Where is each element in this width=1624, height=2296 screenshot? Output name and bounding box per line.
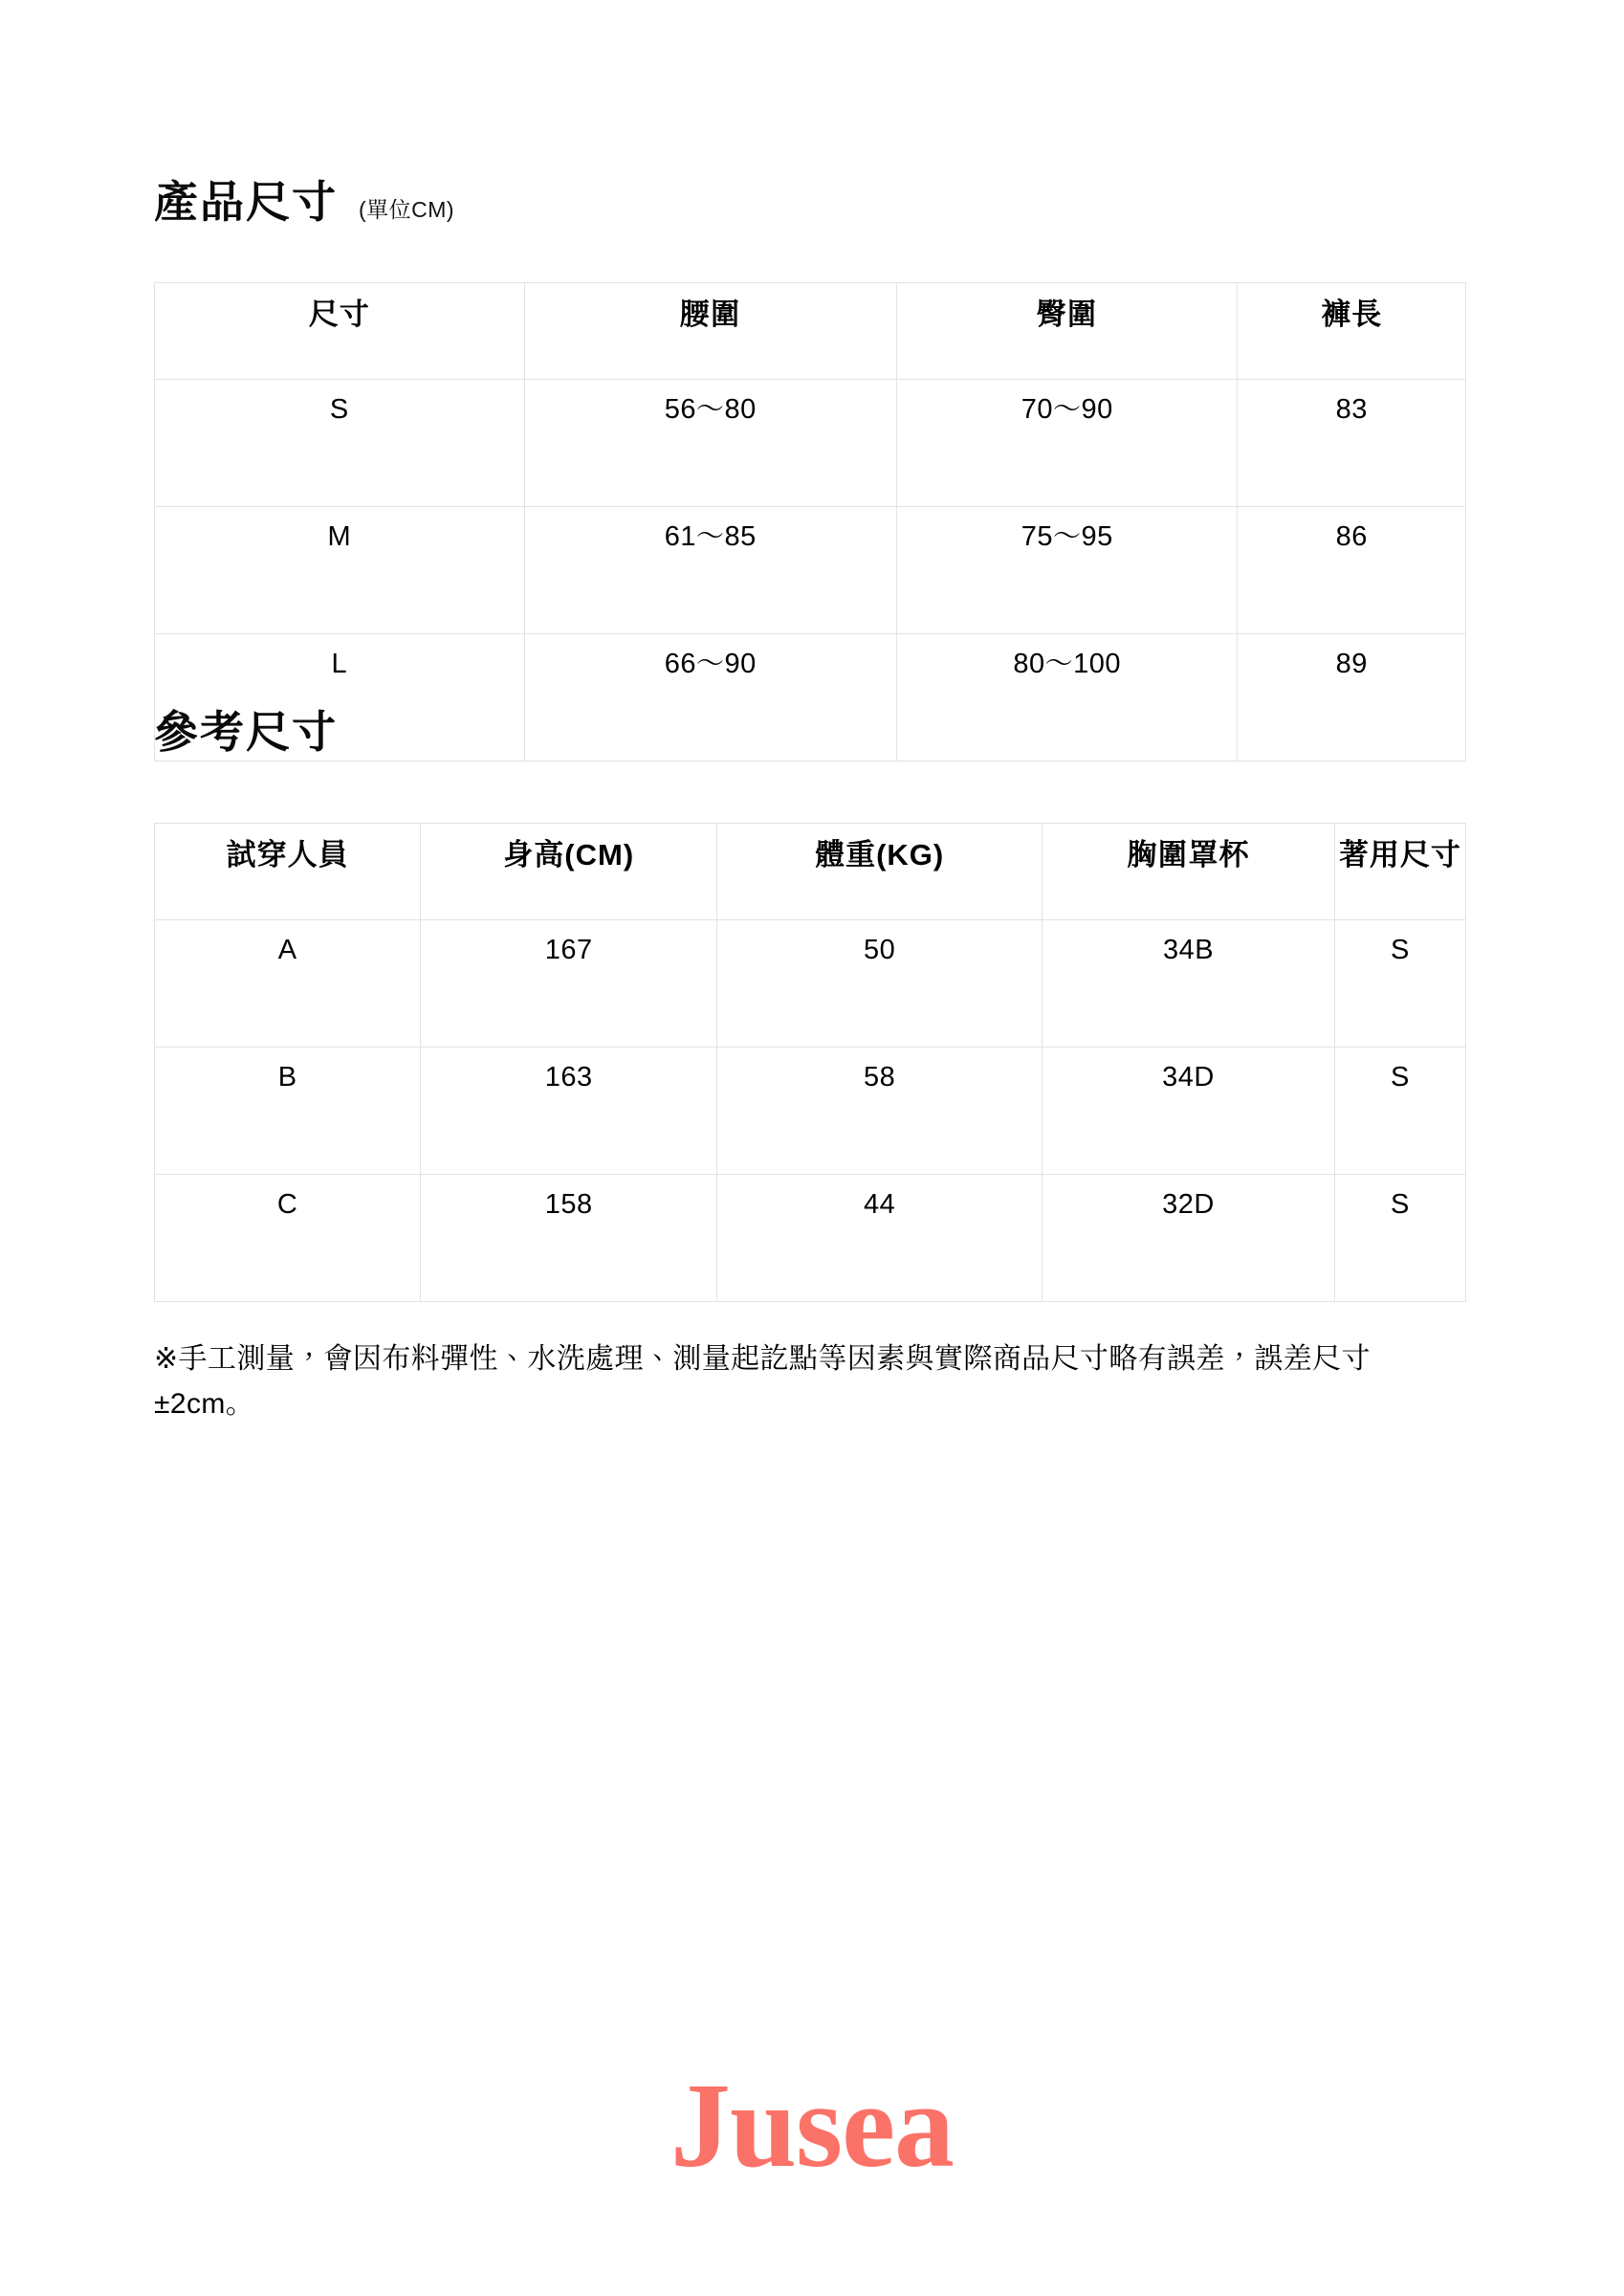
cell-height: 163 — [421, 1048, 717, 1175]
product-size-heading — [154, 177, 455, 227]
cell-waist: 66～90 — [524, 634, 896, 762]
product-size-title: 產品尺寸 — [154, 177, 338, 227]
column-header-height: 身高(CM) — [421, 824, 717, 920]
column-header-model: 試穿人員 — [155, 824, 421, 920]
brand-logo: Jusea — [669, 2060, 955, 2193]
cell-bust-cup: 34B — [1042, 920, 1335, 1048]
cell-bust-cup: 32D — [1042, 1175, 1335, 1302]
cell-hip: 75～95 — [896, 507, 1237, 634]
table-header-row — [155, 283, 1466, 380]
column-header-worn-size: 著用尺寸 — [1334, 824, 1465, 920]
column-header-size: 尺寸 — [155, 283, 525, 380]
cell-size: M — [155, 507, 525, 634]
cell-worn-size: S — [1334, 1175, 1465, 1302]
cell-hip: 80～100 — [896, 634, 1237, 762]
column-header-bust-cup: 胸圍罩杯 — [1042, 824, 1335, 920]
column-header-hip: 臀圍 — [896, 283, 1237, 380]
table-header-row — [155, 824, 1466, 920]
cell-weight: 50 — [717, 920, 1042, 1048]
table-row — [155, 1175, 1466, 1302]
column-header-weight: 體重(KG) — [717, 824, 1042, 920]
cell-worn-size: S — [1334, 920, 1465, 1048]
cell-weight: 58 — [717, 1048, 1042, 1175]
cell-length: 86 — [1238, 507, 1466, 634]
table-row — [155, 634, 1466, 762]
table-row — [155, 380, 1466, 507]
reference-size-title: 參考尺寸 — [154, 707, 338, 757]
column-header-waist: 腰圍 — [524, 283, 896, 380]
product-size-unit-note: (單位CM) — [359, 197, 455, 222]
cell-size: S — [155, 380, 525, 507]
table-row — [155, 507, 1466, 634]
cell-model: A — [155, 920, 421, 1048]
table-row — [155, 1048, 1466, 1175]
cell-worn-size: S — [1334, 1048, 1465, 1175]
cell-hip: 70～90 — [896, 380, 1237, 507]
product-size-table — [154, 282, 1466, 762]
reference-size-heading — [154, 707, 338, 757]
table-row — [155, 920, 1466, 1048]
reference-size-table — [154, 823, 1466, 1302]
cell-weight: 44 — [717, 1175, 1042, 1302]
cell-bust-cup: 34D — [1042, 1048, 1335, 1175]
cell-model: C — [155, 1175, 421, 1302]
cell-model: B — [155, 1048, 421, 1175]
cell-waist: 56～80 — [524, 380, 896, 507]
column-header-length: 褲長 — [1238, 283, 1466, 380]
cell-height: 167 — [421, 920, 717, 1048]
cell-waist: 61～85 — [524, 507, 896, 634]
measurement-disclaimer: ※手工測量，會因布料彈性、水洗處理、測量起訖點等因素與實際商品尺寸略有誤差，誤差尺寸±2cm。 — [154, 1343, 1371, 1420]
cell-length: 83 — [1238, 380, 1466, 507]
cell-length: 89 — [1238, 634, 1466, 762]
cell-size: L — [155, 634, 525, 762]
cell-height: 158 — [421, 1175, 717, 1302]
